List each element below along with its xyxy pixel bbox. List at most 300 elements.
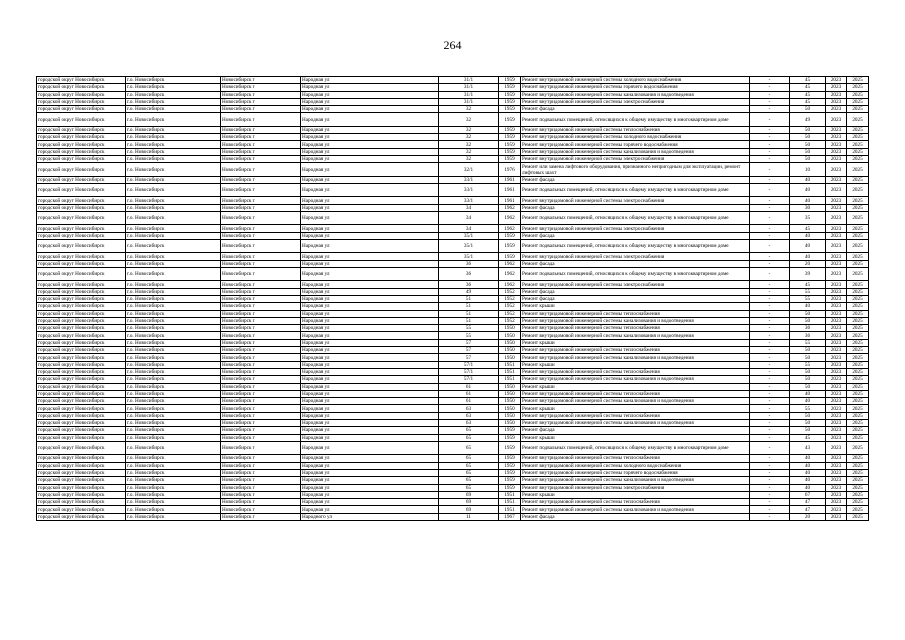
cell-work: Ремонт внутридомовой инженерной системы канализования и водоотведения (521, 506, 750, 513)
table-row (37, 240, 869, 253)
cell-house: 69 (439, 506, 499, 513)
cell-dash: - (750, 405, 790, 412)
cell-work: Ремонт внутридомовой инженерной системы канализования и водоотведения (521, 332, 750, 339)
cell-work: Ремонт крыши (521, 303, 750, 310)
cell-house: 69 (439, 499, 499, 506)
cell-locality: Новосибирск г (221, 288, 301, 295)
cell-plan_end: 2025 (847, 427, 869, 434)
cell-plan_start: 2023 (826, 499, 847, 506)
cell-plan_end: 2025 (847, 455, 869, 462)
cell-year: 1962 (499, 281, 521, 288)
cell-cost: 50 (790, 354, 826, 361)
cell-plan_start: 2023 (826, 455, 847, 462)
cell-year: 1959 (499, 84, 521, 91)
cell-municipality: городской округ Новосибирск (37, 455, 126, 462)
cell-cost: 40 (790, 303, 826, 310)
cell-settlement: г.о. Новосибирск (126, 288, 221, 295)
cell-plan_end: 2025 (847, 91, 869, 98)
cell-house: 51 (439, 310, 499, 317)
cell-cost: 50 (790, 412, 826, 419)
cell-street: Народная ул (301, 339, 439, 346)
cell-plan_end: 2025 (847, 288, 869, 295)
cell-locality: Новосибирск г (221, 281, 301, 288)
cell-street: Народная ул (301, 491, 439, 498)
table-row (37, 212, 869, 225)
table-row (37, 148, 869, 155)
cell-plan_end: 2025 (847, 156, 869, 163)
cell-year: 1959 (499, 441, 521, 454)
cell-street: Народная ул (301, 197, 439, 204)
cell-dash: - (750, 288, 790, 295)
cell-plan_end: 2025 (847, 441, 869, 454)
cell-cost: 50 (790, 141, 826, 148)
cell-settlement: г.о. Новосибирск (126, 240, 221, 253)
cell-settlement: г.о. Новосибирск (126, 303, 221, 310)
cell-settlement: г.о. Новосибирск (126, 204, 221, 211)
cell-house: 65 (439, 462, 499, 469)
cell-municipality: городской округ Новосибирск (37, 513, 126, 520)
cell-street: Народная ул (301, 268, 439, 281)
cell-street: Народная ул (301, 354, 439, 361)
cell-house: 35/1 (439, 232, 499, 239)
cell-plan_end: 2025 (847, 361, 869, 368)
cell-settlement: г.о. Новосибирск (126, 253, 221, 260)
cell-plan_end: 2025 (847, 163, 869, 176)
cell-year: 1951 (499, 506, 521, 513)
cell-year: 1959 (499, 126, 521, 133)
cell-house: 35/1 (439, 253, 499, 260)
cell-year: 1961 (499, 176, 521, 183)
cell-work: Ремонт внутридомовой инженерной системы канализования и водоотведения (521, 477, 750, 484)
cell-locality: Новосибирск г (221, 126, 301, 133)
cell-house: 65 (439, 434, 499, 441)
cell-locality: Новосибирск г (221, 506, 301, 513)
cell-settlement: г.о. Новосибирск (126, 325, 221, 332)
cell-dash: - (750, 91, 790, 98)
cell-cost: 40 (790, 469, 826, 476)
cell-settlement: г.о. Новосибирск (126, 106, 221, 113)
cell-cost: 40 (790, 455, 826, 462)
table-row (37, 134, 869, 141)
cell-locality: Новосибирск г (221, 376, 301, 383)
cell-plan_start: 2023 (826, 113, 847, 126)
cell-year: 1959 (499, 98, 521, 105)
cell-cost: 40 (790, 184, 826, 197)
cell-cost: 35 (790, 212, 826, 225)
cell-cost: 45 (790, 434, 826, 441)
cell-work: Ремонт внутридомовой инженерной системы электроснабжения (521, 225, 750, 232)
cell-house: 65 (439, 469, 499, 476)
cell-settlement: г.о. Новосибирск (126, 141, 221, 148)
cell-cost: 50 (790, 427, 826, 434)
cell-dash: - (750, 113, 790, 126)
cell-locality: Новосибирск г (221, 420, 301, 427)
cell-municipality: городской округ Новосибирск (37, 113, 126, 126)
cell-house: 36 (439, 260, 499, 267)
cell-municipality: городской округ Новосибирск (37, 361, 126, 368)
cell-plan_end: 2025 (847, 339, 869, 346)
table-row (37, 176, 869, 183)
cell-dash: - (750, 477, 790, 484)
cell-municipality: городской округ Новосибирск (37, 212, 126, 225)
cell-street: Народная ул (301, 77, 439, 84)
cell-municipality: городской округ Новосибирск (37, 506, 126, 513)
cell-house: 61 (439, 390, 499, 397)
cell-plan_end: 2025 (847, 513, 869, 520)
cell-municipality: городской округ Новосибирск (37, 106, 126, 113)
cell-plan_end: 2025 (847, 106, 869, 113)
cell-cost: 47 (790, 499, 826, 506)
cell-municipality: городской округ Новосибирск (37, 441, 126, 454)
table-row (37, 253, 869, 260)
cell-plan_start: 2023 (826, 134, 847, 141)
cell-year: 1951 (499, 491, 521, 498)
cell-dash: - (750, 398, 790, 405)
cell-dash: - (750, 141, 790, 148)
cell-locality: Новосибирск г (221, 156, 301, 163)
cell-work: Ремонт крыши (521, 339, 750, 346)
cell-street: Народная ул (301, 295, 439, 302)
cell-plan_start: 2023 (826, 420, 847, 427)
table-row (37, 260, 869, 267)
cell-house: 31/1 (439, 91, 499, 98)
cell-plan_end: 2025 (847, 354, 869, 361)
cell-year: 1952 (499, 295, 521, 302)
cell-locality: Новосибирск г (221, 469, 301, 476)
cell-year: 1952 (499, 303, 521, 310)
table-row (37, 317, 869, 324)
cell-plan_start: 2023 (826, 354, 847, 361)
cell-plan_start: 2023 (826, 98, 847, 105)
cell-settlement: г.о. Новосибирск (126, 347, 221, 354)
cell-dash: - (750, 163, 790, 176)
cell-dash: - (750, 281, 790, 288)
cell-dash: - (750, 260, 790, 267)
table-row (37, 325, 869, 332)
cell-plan_end: 2025 (847, 469, 869, 476)
cell-settlement: г.о. Новосибирск (126, 332, 221, 339)
cell-dash: - (750, 491, 790, 498)
cell-municipality: городской округ Новосибирск (37, 310, 126, 317)
table-row (37, 126, 869, 133)
cell-dash: - (750, 295, 790, 302)
cell-plan_start: 2023 (826, 347, 847, 354)
cell-plan_end: 2025 (847, 212, 869, 225)
cell-work: Ремонт или замена лифтового оборудования, признанного непригодным для эксплуатации, ремонт лифтовых шахт (521, 163, 750, 176)
cell-municipality: городской округ Новосибирск (37, 232, 126, 239)
cell-street: Народная ул (301, 134, 439, 141)
cell-street: Народная ул (301, 376, 439, 383)
cell-settlement: г.о. Новосибирск (126, 77, 221, 84)
cell-work: Ремонт внутридомовой инженерной системы холодного водоснабжения (521, 462, 750, 469)
cell-dash: - (750, 225, 790, 232)
cell-cost: 40 (790, 176, 826, 183)
cell-dash: - (750, 412, 790, 419)
cell-dash: - (750, 383, 790, 390)
table-row (37, 434, 869, 441)
cell-municipality: городской округ Новосибирск (37, 148, 126, 155)
cell-year: 1950 (499, 383, 521, 390)
cell-work: Ремонт внутридомовой инженерной системы электроснабжения (521, 156, 750, 163)
cell-year: 1959 (499, 427, 521, 434)
cell-work: Ремонт внутридомовой инженерной системы горячего водоснабжения (521, 84, 750, 91)
cell-cost: 45 (790, 77, 826, 84)
cell-dash: - (750, 232, 790, 239)
cell-municipality: городской округ Новосибирск (37, 332, 126, 339)
cell-dash: - (750, 455, 790, 462)
cell-dash: - (750, 354, 790, 361)
cell-work: Ремонт внутридомовой инженерной системы электроснабжения (521, 197, 750, 204)
cell-settlement: г.о. Новосибирск (126, 225, 221, 232)
cell-municipality: городской округ Новосибирск (37, 77, 126, 84)
cell-house: 33/1 (439, 197, 499, 204)
cell-dash: - (750, 212, 790, 225)
cell-plan_start: 2023 (826, 204, 847, 211)
cell-plan_start: 2023 (826, 477, 847, 484)
cell-street: Народная ул (301, 176, 439, 183)
cell-locality: Новосибирск г (221, 332, 301, 339)
cell-plan_start: 2023 (826, 148, 847, 155)
cell-municipality: городской округ Новосибирск (37, 134, 126, 141)
cell-work: Ремонт внутридомовой инженерной системы электроснабжения (521, 98, 750, 105)
cell-street: Народная ул (301, 310, 439, 317)
cell-plan_start: 2023 (826, 412, 847, 419)
table-row (37, 288, 869, 295)
cell-plan_end: 2025 (847, 332, 869, 339)
table-row (37, 268, 869, 281)
cell-plan_start: 2023 (826, 176, 847, 183)
cell-plan_start: 2023 (826, 253, 847, 260)
cell-municipality: городской округ Новосибирск (37, 469, 126, 476)
cell-cost: 10 (790, 163, 826, 176)
cell-house: 32/1 (439, 163, 499, 176)
cell-plan_end: 2025 (847, 240, 869, 253)
cell-settlement: г.о. Новосибирск (126, 310, 221, 317)
cell-work: Ремонт внутридомовой инженерной системы горячего водоснабжения (521, 469, 750, 476)
cell-dash: - (750, 390, 790, 397)
cell-street: Народная ул (301, 148, 439, 155)
cell-dash: - (750, 339, 790, 346)
cell-settlement: г.о. Новосибирск (126, 434, 221, 441)
cell-street: Народная ул (301, 126, 439, 133)
cell-plan_end: 2025 (847, 176, 869, 183)
cell-locality: Новосибирск г (221, 260, 301, 267)
cell-cost: 50 (790, 148, 826, 155)
cell-house: 65 (439, 441, 499, 454)
cell-plan_end: 2025 (847, 197, 869, 204)
table-body (37, 77, 869, 521)
cell-house: 61 (439, 383, 499, 390)
cell-work: Ремонт подвальных помещений, относящихся к общему имуществу в многоквартирном доме (521, 240, 750, 253)
cell-dash: - (750, 84, 790, 91)
cell-plan_start: 2023 (826, 513, 847, 520)
table-row (37, 499, 869, 506)
cell-plan_start: 2023 (826, 163, 847, 176)
cell-municipality: городской округ Новосибирск (37, 427, 126, 434)
cell-year: 1962 (499, 212, 521, 225)
cell-locality: Новосибирск г (221, 412, 301, 419)
cell-settlement: г.о. Новосибирск (126, 427, 221, 434)
cell-year: 1951 (499, 499, 521, 506)
cell-locality: Новосибирск г (221, 204, 301, 211)
cell-locality: Новосибирск г (221, 225, 301, 232)
cell-work: Ремонт подвальных помещений, относящихся к общему имуществу в многоквартирном доме (521, 268, 750, 281)
cell-settlement: г.о. Новосибирск (126, 339, 221, 346)
cell-street: Народная ул (301, 253, 439, 260)
cell-house: 57/1 (439, 361, 499, 368)
cell-plan_end: 2025 (847, 462, 869, 469)
table-row (37, 295, 869, 302)
cell-year: 1959 (499, 156, 521, 163)
cell-locality: Новосибирск г (221, 455, 301, 462)
cell-municipality: городской округ Новосибирск (37, 240, 126, 253)
cell-year: 1950 (499, 412, 521, 419)
cell-settlement: г.о. Новосибирск (126, 383, 221, 390)
cell-house: 32 (439, 156, 499, 163)
cell-plan_end: 2025 (847, 506, 869, 513)
cell-locality: Новосибирск г (221, 295, 301, 302)
cell-street: Народная ул (301, 106, 439, 113)
cell-plan_end: 2025 (847, 420, 869, 427)
cell-dash: - (750, 317, 790, 324)
cell-dash: - (750, 427, 790, 434)
cell-work: Ремонт фасада (521, 260, 750, 267)
cell-year: 1952 (499, 288, 521, 295)
cell-year: 1950 (499, 420, 521, 427)
cell-locality: Новосибирск г (221, 77, 301, 84)
cell-plan_end: 2025 (847, 499, 869, 506)
table-row (37, 368, 869, 375)
cell-locality: Новосибирск г (221, 253, 301, 260)
table-row (37, 376, 869, 383)
cell-plan_end: 2025 (847, 310, 869, 317)
cell-cost: 50 (790, 134, 826, 141)
cell-house: 61 (439, 398, 499, 405)
cell-house: 31/1 (439, 84, 499, 91)
cell-locality: Новосибирск г (221, 163, 301, 176)
cell-street: Народная ул (301, 405, 439, 412)
cell-street: Народная ул (301, 232, 439, 239)
cell-year: 1962 (499, 268, 521, 281)
cell-settlement: г.о. Новосибирск (126, 84, 221, 91)
cell-year: 1962 (499, 225, 521, 232)
cell-plan_end: 2025 (847, 260, 869, 267)
cell-work: Ремонт фасада (521, 513, 750, 520)
cell-work: Ремонт внутридомовой инженерной системы электроснабжения (521, 484, 750, 491)
cell-plan_start: 2023 (826, 332, 847, 339)
cell-work: Ремонт внутридомовой инженерной системы канализования и водоотведения (521, 420, 750, 427)
cell-year: 1959 (499, 134, 521, 141)
cell-work: Ремонт внутридомовой инженерной системы электроснабжения (521, 281, 750, 288)
table-row (37, 156, 869, 163)
cell-cost: 20 (790, 260, 826, 267)
cell-locality: Новосибирск г (221, 398, 301, 405)
cell-dash: - (750, 126, 790, 133)
cell-municipality: городской округ Новосибирск (37, 84, 126, 91)
cell-year: 1959 (499, 141, 521, 148)
cell-work: Ремонт внутридомовой инженерной системы теплоснабжения (521, 310, 750, 317)
cell-work: Ремонт крыши (521, 405, 750, 412)
cell-year: 1959 (499, 455, 521, 462)
cell-plan_start: 2023 (826, 506, 847, 513)
cell-settlement: г.о. Новосибирск (126, 376, 221, 383)
cell-work: Ремонт крыши (521, 383, 750, 390)
cell-dash: - (750, 499, 790, 506)
cell-dash: - (750, 184, 790, 197)
cell-street: Народная ул (301, 98, 439, 105)
cell-settlement: г.о. Новосибирск (126, 491, 221, 498)
cell-municipality: городской округ Новосибирск (37, 295, 126, 302)
cell-municipality: городской округ Новосибирск (37, 383, 126, 390)
cell-municipality: городской округ Новосибирск (37, 260, 126, 267)
cell-municipality: городской округ Новосибирск (37, 325, 126, 332)
cell-plan_start: 2023 (826, 260, 847, 267)
cell-house: 35/1 (439, 240, 499, 253)
cell-plan_start: 2023 (826, 240, 847, 253)
table-row (37, 513, 869, 520)
cell-settlement: г.о. Новосибирск (126, 484, 221, 491)
cell-plan_start: 2023 (826, 91, 847, 98)
cell-cost: 40 (790, 484, 826, 491)
cell-house: 32 (439, 141, 499, 148)
table-row (37, 484, 869, 491)
table-row (37, 354, 869, 361)
cell-street: Народная ул (301, 420, 439, 427)
cell-municipality: городской округ Новосибирск (37, 420, 126, 427)
cell-municipality: городской округ Новосибирск (37, 98, 126, 105)
cell-locality: Новосибирск г (221, 325, 301, 332)
table-row (37, 141, 869, 148)
cell-locality: Новосибирск г (221, 499, 301, 506)
cell-municipality: городской округ Новосибирск (37, 163, 126, 176)
table-row (37, 420, 869, 427)
cell-cost: 55 (790, 405, 826, 412)
cell-year: 1952 (499, 310, 521, 317)
cell-locality: Новосибирск г (221, 405, 301, 412)
table-row (37, 332, 869, 339)
cell-plan_end: 2025 (847, 141, 869, 148)
cell-year: 1967 (499, 513, 521, 520)
cell-cost: 40 (790, 462, 826, 469)
cell-plan_end: 2025 (847, 484, 869, 491)
cell-dash: - (750, 134, 790, 141)
cell-municipality: городской округ Новосибирск (37, 499, 126, 506)
cell-locality: Новосибирск г (221, 361, 301, 368)
cell-dash: - (750, 325, 790, 332)
cell-house: 32 (439, 106, 499, 113)
cell-locality: Новосибирск г (221, 354, 301, 361)
cell-house: 36 (439, 281, 499, 288)
cell-municipality: городской округ Новосибирск (37, 484, 126, 491)
cell-municipality: городской округ Новосибирск (37, 376, 126, 383)
cell-work: Ремонт подвальных помещений, относящихся к общему имуществу в многоквартирном доме (521, 212, 750, 225)
cell-year: 1951 (499, 368, 521, 375)
cell-street: Народная ул (301, 455, 439, 462)
cell-year: 1950 (499, 347, 521, 354)
cell-house: 65 (439, 484, 499, 491)
cell-plan_start: 2023 (826, 106, 847, 113)
cell-year: 1950 (499, 332, 521, 339)
cell-plan_start: 2023 (826, 368, 847, 375)
cell-dash: - (750, 347, 790, 354)
cell-street: Народная ул (301, 204, 439, 211)
cell-settlement: г.о. Новосибирск (126, 295, 221, 302)
cell-plan_start: 2023 (826, 398, 847, 405)
cell-municipality: городской округ Новосибирск (37, 354, 126, 361)
cell-settlement: г.о. Новосибирск (126, 197, 221, 204)
cell-locality: Новосибирск г (221, 339, 301, 346)
cell-dash: - (750, 148, 790, 155)
